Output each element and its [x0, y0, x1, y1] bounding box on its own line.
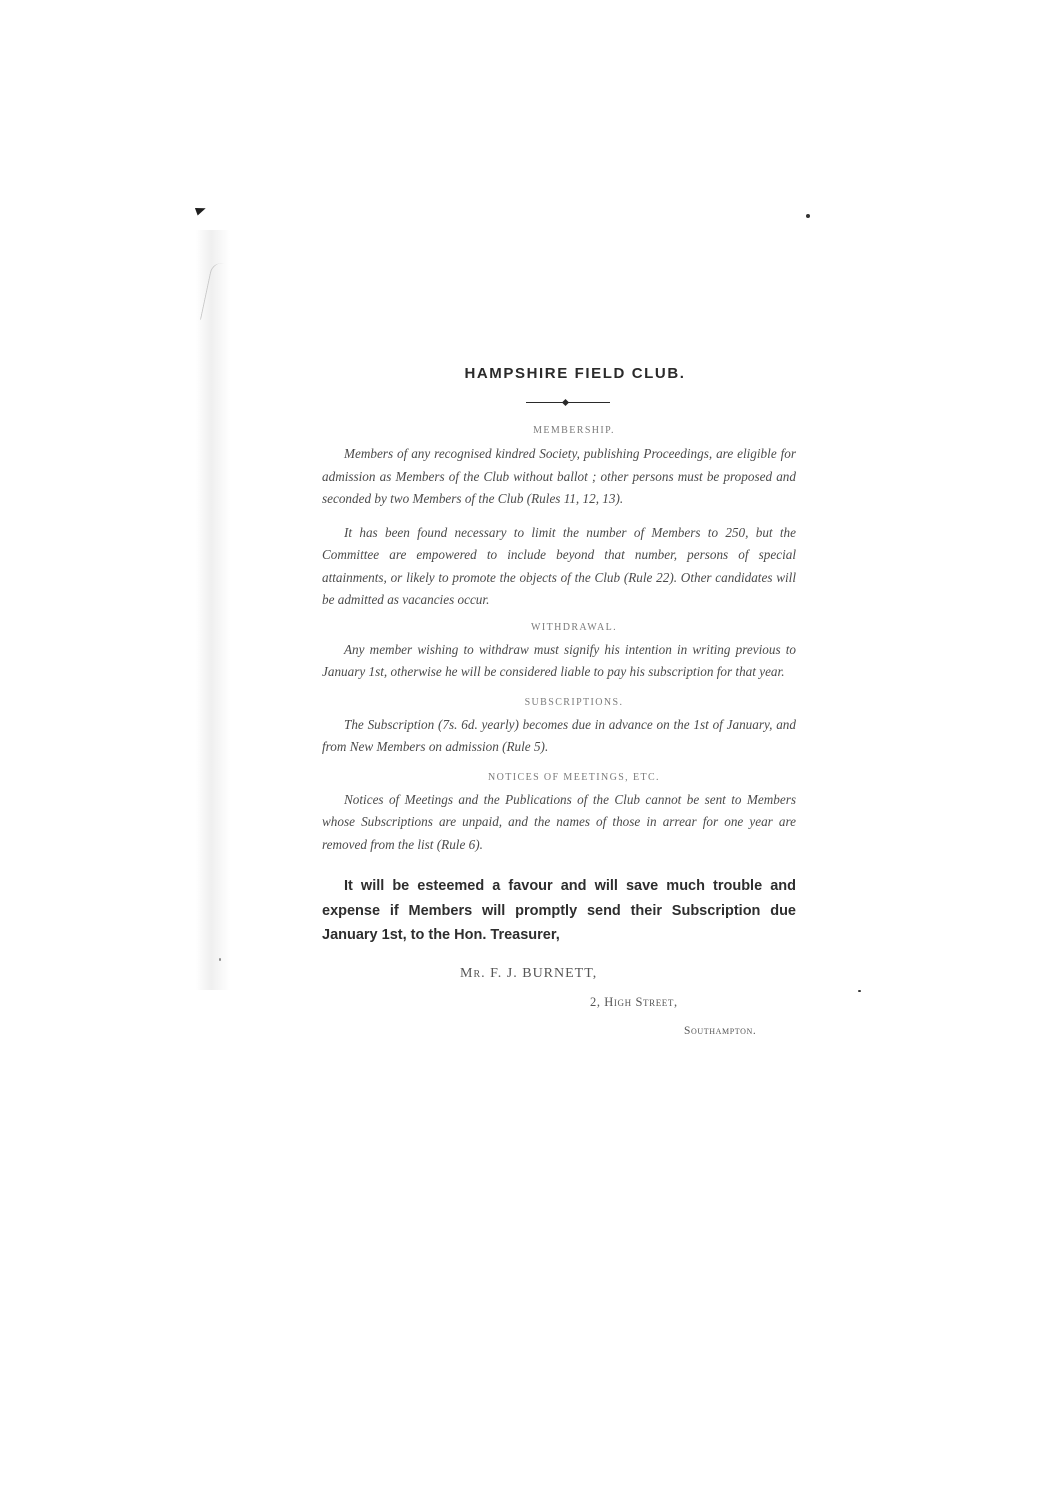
page-title: HAMPSHIRE FIELD CLUB. [464, 365, 686, 382]
withdrawal-paragraph-text: Any member wishing to withdraw must signify his intention in writing previous to January 1st, otherwise he will be considered liable to pay his subscription for that year. [322, 641, 796, 679]
membership-heading: MEMBERSHIP. [533, 425, 615, 436]
ink-speck [806, 214, 810, 218]
subscriptions-paragraph [322, 714, 796, 759]
title-rule-ornament [526, 399, 610, 407]
notices-paragraph-text: Notices of Meetings and the Publications of the Club cannot be sent to Members whose Subscriptions are unpaid, and the names of those in arrear for one year are removed from the list (Rule 6). [322, 791, 796, 852]
subscriptions-heading: SUBSCRIPTIONS. [524, 696, 624, 708]
ink-speck [219, 958, 221, 961]
page-edge-shadow [196, 230, 230, 990]
document-body [322, 360, 796, 1037]
subscriptions-paragraph-text: The Subscription (7s. 6d. yearly) becomes due in advance on the 1st of January, and from New Members on admission (Rule 5). [322, 716, 796, 754]
treasurer-name: Mr. F. J. BURNETT, [460, 965, 598, 981]
withdrawal-paragraph [322, 639, 796, 684]
withdrawal-heading: WITHDRAWAL. [531, 621, 617, 633]
corner-mark [195, 205, 207, 216]
subscription-notice [322, 874, 796, 948]
notices-heading: NOTICES OF MEETINGS, ETC. [488, 771, 660, 783]
membership-paragraph-2 [322, 522, 796, 612]
subscription-notice-text: It will be esteemed a favour and will save much trouble and expense if Members will promptly send their Subscription due January 1st, to the Hon. Treasurer, [322, 878, 796, 943]
membership-paragraph-2-text: It has been found necessary to limit the number of Members to 250, but the Committee are empowered to include beyond that number, persons of special attainments, or likely to promote the objects of the Club (Rule 22). Other candidates will be admitted as vacancies occur. [322, 524, 796, 607]
notices-paragraph [322, 789, 796, 857]
ink-speck [858, 990, 861, 992]
membership-paragraph-1-text: Members of any recognised kindred Society, publishing Proceedings, are eligible for admission as Members of the Club without ballot ; other persons must be proposed and seconded by two Members of the Club (Rules 11, 12, 13). [322, 446, 796, 506]
treasurer-address-line-2: Southampton. [684, 1024, 757, 1037]
rule-diamond [562, 399, 569, 406]
treasurer-address-line-1: 2, High Street, [590, 994, 678, 1009]
membership-paragraph-1 [322, 443, 796, 511]
